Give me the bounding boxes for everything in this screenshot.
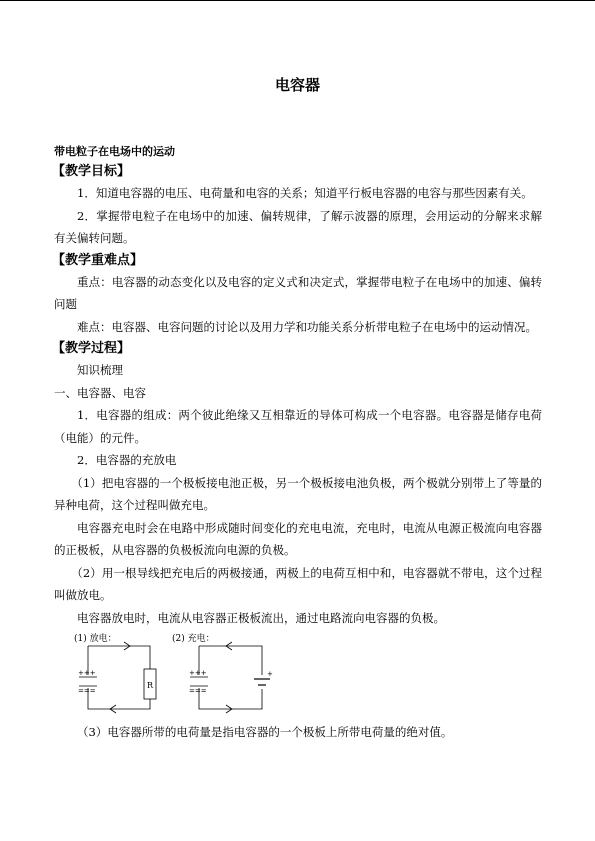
goal-item-1: 1．知道电容器的电压、电荷量和电容的关系；知道平行板电容器的电容与那些因素有关。 xyxy=(77,186,533,200)
subtitle: 带电粒子在电场中的运动 xyxy=(54,145,175,158)
key-point-text: 重点：电容器的动态变化以及电容的定义式和决定式，掌握带电粒子在电场中的加速、偏转问题 xyxy=(54,274,542,311)
page-title: 电容器 xyxy=(274,76,320,94)
charge-plus-signs: +++ xyxy=(189,669,207,677)
goals-heading: 【教学目标】 xyxy=(52,164,131,179)
paragraph-charge-quantity: （3）电容器所带的电荷量是指电容器的一个极板上所带电荷量的绝对值。 xyxy=(77,725,453,739)
charge-caption: (2) 充电： xyxy=(172,634,215,644)
paragraph-charging: （1）把电容器的一个极板接电池正极，另一个极板接电池负极，两个极就分别带上了等量的异种电荷，这个过程叫做充电。 xyxy=(54,475,542,512)
keypoints-heading: 【教学重难点】 xyxy=(52,252,144,268)
discharge-circuit xyxy=(79,642,156,713)
battery-plus-sign: + xyxy=(267,670,273,678)
paragraph-charging-current: 电容器充电时会在电路中形成随时间变化的充电电流，充电时，电流从电源正极流向电容器的正极板，从电容器的负极板流向电源的负极。 xyxy=(54,520,542,557)
section-heading-capacitor: 一、电容器、电容 xyxy=(54,385,146,400)
difficult-point-text: 难点：电容器、电容问题的讨论以及用力学和功能关系分析带电粒子在电场中的运动情况。 xyxy=(77,319,537,334)
circuit-diagrams xyxy=(54,631,542,717)
paragraph-charge-discharge: 2．电容器的充放电 xyxy=(77,453,177,467)
discharge-plus-signs: +++ xyxy=(78,669,96,677)
knowledge-label: 知识梳理 xyxy=(77,363,123,377)
resistor-label: R xyxy=(147,681,154,690)
discharge-caption: (1) 放电： xyxy=(74,634,117,644)
charge-minus-signs: === xyxy=(189,687,207,695)
paragraph-discharging: （2）用一根导线把充电后的两极接通，两极上的电荷互相中和，电容器就不带电，这个过程叫做放电。 xyxy=(54,565,542,602)
document-body xyxy=(54,143,542,744)
top-border xyxy=(0,0,595,1)
paragraph-discharge-current: 电容器放电时，电流从电容器正极板流出，通过电路流向电容器的负极。 xyxy=(77,610,445,625)
circuit-svg xyxy=(54,631,314,717)
goal-item-2: 2．掌握带电粒子在电场中的加速、偏转规律，了解示波器的原理，会用运动的分解来求解有关偏转问题。 xyxy=(54,208,542,245)
discharge-minus-signs: === xyxy=(78,687,96,695)
process-heading: 【教学过程】 xyxy=(52,341,131,356)
charge-circuit xyxy=(190,642,270,713)
paragraph-composition: 1．电容器的组成：两个彼此绝缘又互相靠近的导体可构成一个电容器。电容器是储存电荷（电能）的元件。 xyxy=(54,408,542,445)
